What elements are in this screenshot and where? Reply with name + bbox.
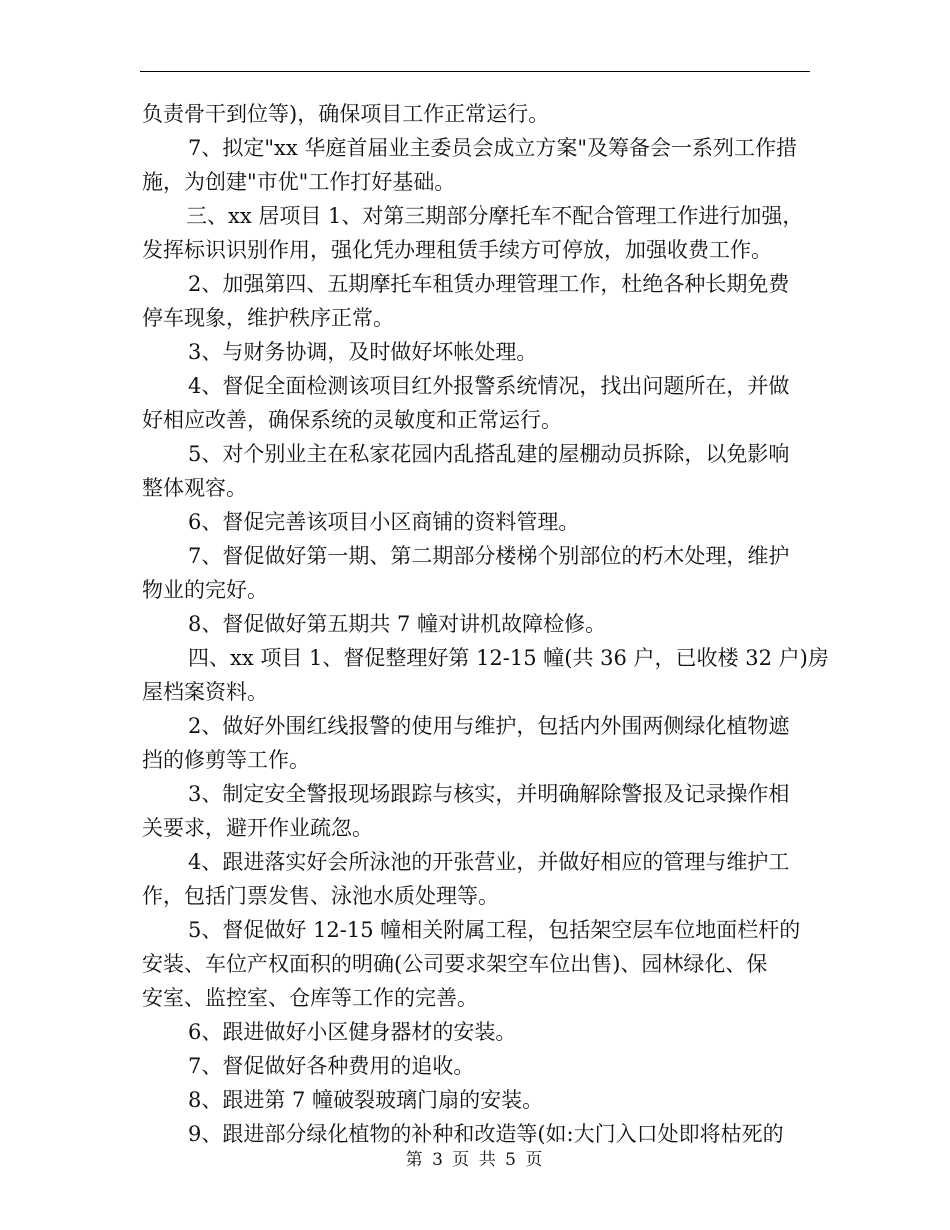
text-line: 7、督促做好各种费用的追收。 xyxy=(188,1054,475,1078)
text-line: 整体观容。 xyxy=(142,476,247,500)
text-line: 施，为创建"市优"工作打好基础。 xyxy=(142,170,456,194)
text-line: 5、对个别业主在私家花园内乱搭乱建的屋棚动员拆除，以免影响 xyxy=(188,442,790,466)
text-line: 8、跟进第 7 幢破裂玻璃门扇的安装。 xyxy=(188,1088,544,1112)
text-line: 负责骨干到位等)，确保项目工作正常运行。 xyxy=(142,102,550,126)
text-line: 7、拟定"xx 华庭首届业主委员会成立方案"及筹备会一系列工作措 xyxy=(188,136,798,160)
text-line: 9、跟进部分绿化植物的补种和改造等(如:大门入口处即将枯死的 xyxy=(188,1122,784,1146)
text-line: 四、xx 项目 1、督促整理好第 12-15 幢(共 36 户，已收楼 32 户)房 xyxy=(188,646,829,670)
text-line: 5、督促做好 12-15 幢相关附属工程，包括架空层车位地面栏杆的 xyxy=(188,918,801,942)
text-line: 7、督促做好第一期、第二期部分楼梯个别部位的朽木处理，维护 xyxy=(188,544,790,568)
text-line: 发挥标识识别作用，强化凭办理租赁手续方可停放，加强收费工作。 xyxy=(142,238,772,262)
text-line: 停车现象，维护秩序正常。 xyxy=(142,306,394,330)
text-line: 6、督促完善该项目小区商铺的资料管理。 xyxy=(188,510,580,534)
text-line: 关要求，避开作业疏忽。 xyxy=(142,816,373,840)
text-line: 好相应改善，确保系统的灵敏度和正常运行。 xyxy=(142,408,562,432)
header-rule xyxy=(140,71,810,72)
text-line: 4、督促全面检测该项目红外报警系统情况，找出问题所在，并做 xyxy=(188,374,790,398)
text-line: 3、制定安全警报现场跟踪与核实，并明确解除警报及记录操作相 xyxy=(188,782,790,806)
document-body xyxy=(142,102,829,1146)
text-line: 8、督促做好第五期共 7 幢对讲机故障检修。 xyxy=(188,612,607,636)
text-line: 6、跟进做好小区健身器材的安装。 xyxy=(188,1020,517,1044)
text-line: 安室、监控室、仓库等工作的完善。 xyxy=(142,986,478,1010)
text-line: 安装、车位产权面积的明确(公司要求架空车位出售)、园林绿化、保 xyxy=(142,952,768,976)
text-line: 作，包括门票发售、泳池水质处理等。 xyxy=(142,884,499,908)
text-line: 三、xx 居项目 1、对第三期部分摩托车不配合管理工作进行加强， xyxy=(186,204,804,228)
text-line: 挡的修剪等工作。 xyxy=(142,748,310,772)
text-line: 物业的完好。 xyxy=(142,578,268,602)
text-line: 3、与财务协调，及时做好坏帐处理。 xyxy=(188,340,538,364)
text-line: 2、做好外围红线报警的使用与维护，包括内外围两侧绿化植物遮 xyxy=(188,714,790,738)
text-line: 2、加强第四、五期摩托车租赁办理管理工作，杜绝各种长期免费 xyxy=(188,272,790,296)
page-number: 第 3 页 共 5 页 xyxy=(405,1150,545,1170)
text-line: 4、跟进落实好会所泳池的开张营业，并做好相应的管理与维护工 xyxy=(188,850,790,874)
text-line: 屋档案资料。 xyxy=(142,680,268,704)
